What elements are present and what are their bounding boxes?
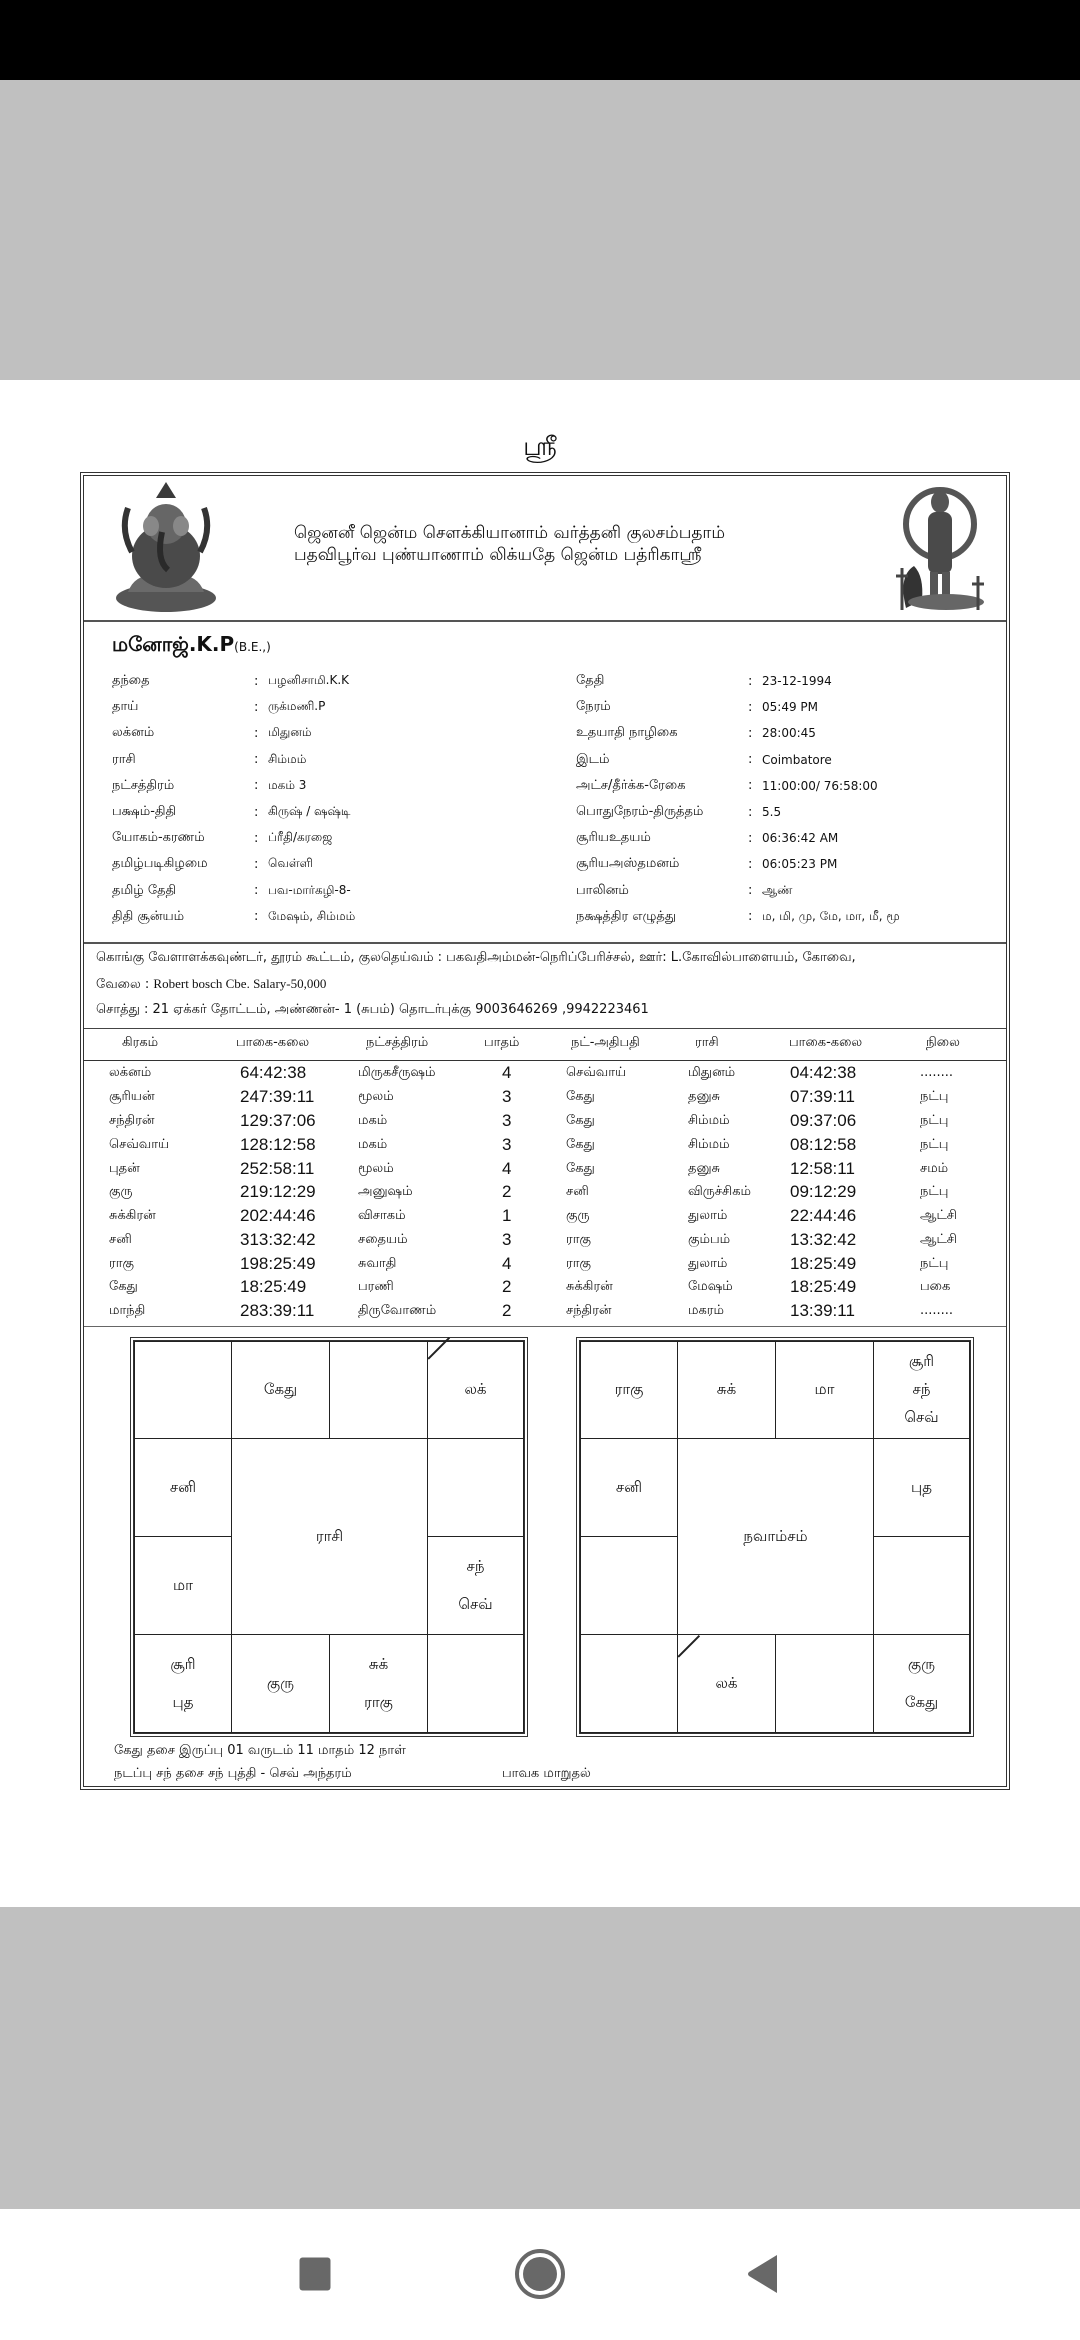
murugan-image-icon <box>888 480 988 614</box>
detail-row <box>112 851 355 877</box>
table-cell: 3 <box>502 1111 512 1130</box>
property-contact-line: சொத்து : 21 ஏக்கர் தோட்டம், அண்ணன்- 1 (சுபம்) தொடர்புக்கு 9003646269 ,9942223461 <box>96 1002 649 1017</box>
detail-row <box>112 878 355 904</box>
chart-cell <box>427 1536 524 1635</box>
table-cell: குரு <box>266 1673 295 1692</box>
table-cell: குரு <box>109 1184 133 1199</box>
table-row <box>84 1184 1006 1208</box>
chart-cell <box>134 1438 232 1537</box>
table-cell: கேது <box>566 1161 595 1176</box>
table-cell: கேது <box>566 1113 595 1128</box>
table-cell: சூரி <box>170 1654 196 1673</box>
table-cell: ராகு <box>566 1232 591 1247</box>
lagna-marker-icon <box>677 1635 699 1657</box>
chart-cell <box>231 1634 330 1733</box>
table-cell: லக் <box>464 1380 487 1398</box>
chart-cell <box>580 1634 678 1733</box>
detail-label: சூரியஅஸ்தமனம் <box>576 856 680 872</box>
status-bar <box>0 0 1080 80</box>
table-cell: ராகு <box>614 1380 644 1398</box>
rasi-chart <box>130 1337 528 1737</box>
detail-row <box>576 904 900 930</box>
detail-label: யோகம்-கரணம் <box>112 830 205 846</box>
table-cell: குரு <box>566 1208 590 1223</box>
separator: : <box>254 804 259 820</box>
table-cell: சுவாதி <box>358 1256 397 1271</box>
table-cell: நட்பு <box>920 1256 949 1271</box>
table-cell: புத <box>172 1692 194 1711</box>
table-row <box>84 1089 1006 1113</box>
detail-value: 28:00:45 <box>762 726 816 741</box>
current-period: நடப்பு சந் தசை சந் புத்தி - செவ் அந்தரம் <box>114 1766 352 1781</box>
planet-table <box>84 1029 1006 1327</box>
table-row <box>84 1137 1006 1161</box>
header-section <box>84 476 1006 622</box>
column-header: பாகை-கலை <box>789 1035 863 1050</box>
horoscope-frame <box>80 472 1010 1790</box>
chart-cell <box>775 1634 874 1733</box>
table-cell: சனி <box>566 1184 589 1199</box>
horoscope-document <box>0 380 1080 1907</box>
chart-cell <box>427 1438 524 1537</box>
detail-value: சிம்மம் <box>268 751 307 766</box>
table-row <box>84 1256 1006 1280</box>
table-cell: 04:42:38 <box>790 1063 857 1082</box>
column-header: நட்-அதிபதி <box>571 1035 640 1050</box>
detail-row <box>576 668 900 694</box>
table-cell: ........ <box>920 1303 954 1318</box>
chart-cell <box>134 1536 232 1635</box>
table-cell: சூரி <box>908 1352 935 1370</box>
back-button[interactable] <box>747 2255 777 2293</box>
table-cell: 2 <box>502 1277 512 1296</box>
detail-label: அட்ச/தீர்க்க-ரேகை <box>576 777 686 793</box>
table-cell: ஆட்சி <box>920 1208 957 1223</box>
table-cell: சந்திரன் <box>109 1113 155 1128</box>
table-cell: 4 <box>502 1063 512 1082</box>
community-section <box>84 944 1006 1029</box>
table-cell: சுக்கிரன் <box>566 1279 613 1294</box>
detail-value: பவ-மார்கழி-8- <box>268 882 351 897</box>
chart-cell-lagna <box>427 1341 524 1439</box>
column-header: நிலை <box>926 1035 960 1050</box>
personal-details-section <box>84 622 1006 944</box>
chart-cell <box>873 1438 970 1537</box>
table-cell: 18:25:49 <box>240 1277 307 1296</box>
separator: : <box>254 856 259 872</box>
table-cell: 18:25:49 <box>790 1254 857 1273</box>
table-cell: மாந்தி <box>109 1303 146 1318</box>
table-cell: மூலம் <box>358 1089 394 1104</box>
details-right-list <box>576 668 900 930</box>
table-cell: 3 <box>502 1230 512 1249</box>
table-cell: புதன் <box>109 1161 140 1176</box>
table-cell: 4 <box>502 1254 512 1273</box>
table-cell: நட்பு <box>920 1113 949 1128</box>
table-cell: மிருகசீருஷம் <box>358 1065 436 1080</box>
table-cell: சந் <box>466 1556 485 1575</box>
detail-value: 05:49 PM <box>762 700 818 715</box>
navigation-bar <box>0 2209 1080 2340</box>
detail-label: நக்ஷத்திர எழுத்து <box>576 908 677 924</box>
table-cell: துலாம் <box>688 1208 728 1223</box>
separator: : <box>748 883 753 899</box>
table-cell: ........ <box>920 1065 954 1080</box>
detail-value: மிதுனம் <box>268 725 312 740</box>
table-cell: நட்பு <box>920 1137 949 1152</box>
detail-value: 5.5 <box>762 805 782 820</box>
detail-value: மகம் 3 <box>268 777 307 792</box>
detail-value: பழனிசாமி.K.K <box>268 673 350 688</box>
details-left-list <box>112 668 355 930</box>
community-line: கொங்கு வேளாளக்கவுண்டர், தூரம் கூட்டம், குலதெய்வம் : பகவதிஅம்மன்-நெரிப்பேரிச்சல், ஊர்: L.கோவில்பாளையம், கோவை, <box>96 950 856 965</box>
table-cell: 283:39:11 <box>240 1301 315 1320</box>
detail-label: நேரம் <box>576 699 611 715</box>
detail-label: பக்ஷம்-திதி <box>112 804 177 820</box>
detail-row <box>576 747 900 773</box>
detail-row <box>112 668 355 694</box>
person-name <box>112 632 271 659</box>
chart-cell <box>677 1341 776 1439</box>
lagna-marker-icon <box>427 1337 449 1359</box>
chart-center-title <box>677 1438 874 1635</box>
detail-row <box>576 773 900 799</box>
table-row <box>84 1113 1006 1137</box>
home-button[interactable] <box>515 2249 565 2299</box>
table-cell: ராகு <box>364 1692 393 1711</box>
separator: : <box>748 699 753 715</box>
table-cell: 2 <box>502 1182 512 1201</box>
table-cell: கேது <box>263 1380 298 1398</box>
table-cell: விசாகம் <box>358 1208 406 1223</box>
table-cell: கேது <box>904 1692 939 1711</box>
detail-label: திதி சூன்யம் <box>112 908 185 924</box>
separator: : <box>748 830 753 846</box>
ganesha-image-icon <box>106 480 226 614</box>
table-cell: 3 <box>502 1087 512 1106</box>
table-cell: கேது <box>566 1089 595 1104</box>
table-row <box>84 1208 1006 1232</box>
detail-row <box>112 747 355 773</box>
detail-value: கிருஷ் / ஷஷ்டி <box>268 804 351 819</box>
table-cell: 07:39:11 <box>790 1087 855 1106</box>
table-cell: புத <box>911 1477 932 1496</box>
home-icon <box>523 2257 557 2291</box>
separator: : <box>254 830 259 846</box>
separator: : <box>254 883 259 899</box>
work-value: Robert bosch Cbe. Salary-50,000 <box>153 976 327 991</box>
table-cell: குரு <box>907 1654 936 1673</box>
detail-value: ருக்மணி.P <box>268 699 326 714</box>
chart-cell <box>873 1536 970 1635</box>
table-cell: 128:12:58 <box>240 1135 316 1154</box>
table-cell: துலாம் <box>688 1256 728 1271</box>
detail-label: தாய் <box>112 699 139 715</box>
detail-row <box>112 694 355 720</box>
column-header: ராசி <box>695 1035 719 1050</box>
chart-cell <box>329 1341 428 1439</box>
table-cell: 13:39:11 <box>790 1301 855 1320</box>
table-cell: 22:44:46 <box>790 1206 857 1225</box>
detail-row <box>576 694 900 720</box>
table-cell: 4 <box>502 1159 512 1178</box>
table-cell: நட்பு <box>920 1184 949 1199</box>
table-cell: பரணி <box>358 1279 394 1294</box>
table-cell: சனி <box>109 1232 132 1247</box>
back-icon <box>748 2255 777 2293</box>
table-cell: 2 <box>502 1301 512 1320</box>
chart-cell-lagna <box>677 1634 776 1733</box>
detail-label: இடம் <box>576 751 610 767</box>
table-cell: லக்னம் <box>109 1065 152 1080</box>
table-cell: திருவோணம் <box>358 1303 437 1318</box>
chart-center-title <box>231 1438 428 1635</box>
separator: : <box>254 909 259 925</box>
table-row <box>84 1161 1006 1185</box>
chart-cell <box>775 1341 874 1439</box>
detail-label: தமிழ்படிகிழமை <box>112 856 208 872</box>
column-header: நட்சத்திரம் <box>366 1035 429 1050</box>
detail-value: Coimbatore <box>762 752 832 767</box>
column-header: கிரகம் <box>122 1035 159 1050</box>
table-cell: சூரியன் <box>109 1089 155 1104</box>
table-cell: 09:12:29 <box>790 1182 857 1201</box>
navamsa-chart <box>576 1337 974 1737</box>
chart-cell <box>231 1341 330 1439</box>
table-cell: சனி <box>169 1477 197 1496</box>
planet-table-header <box>84 1029 1006 1061</box>
separator: : <box>254 673 259 689</box>
person-name-text: மனோஜ்.K.P <box>112 632 235 656</box>
table-cell: 1 <box>502 1206 512 1225</box>
detail-row <box>576 878 900 904</box>
column-header: பாதம் <box>484 1035 520 1050</box>
table-cell: மகம் <box>358 1113 388 1128</box>
sloka-line-1: ஜெனனீ ஜென்ம சௌக்கியானாம் வர்த்தனி குலசம்பதாம் <box>294 523 725 543</box>
detail-value: 06:05:23 PM <box>762 857 838 872</box>
table-cell: செவ்வாய் <box>109 1137 170 1152</box>
table-cell: 12:58:11 <box>790 1159 855 1178</box>
chart-cell <box>427 1634 524 1733</box>
chart-cell <box>134 1634 232 1733</box>
detail-label: தேதி <box>576 673 605 689</box>
table-cell: சந் <box>912 1380 931 1398</box>
table-cell: 09:37:06 <box>790 1111 857 1130</box>
detail-value: 11:00:00/ 76:58:00 <box>762 778 878 793</box>
table-cell: 252:58:11 <box>240 1159 315 1178</box>
table-cell: சுக் <box>716 1380 737 1398</box>
separator: : <box>748 752 753 768</box>
detail-label: நட்சத்திரம் <box>112 777 175 793</box>
detail-row <box>112 720 355 746</box>
chart-cell <box>134 1341 232 1439</box>
detail-row <box>112 799 355 825</box>
table-cell: செவ் <box>904 1408 939 1426</box>
work-line <box>96 976 326 993</box>
table-cell: சந்திரன் <box>566 1303 612 1318</box>
detail-label: உதயாதி நாழிகை <box>576 725 678 741</box>
table-cell: ராகு <box>566 1256 591 1271</box>
table-cell: லக் <box>715 1673 738 1692</box>
detail-value: ஆண் <box>762 882 793 897</box>
detail-label: தந்தை <box>112 673 150 689</box>
table-cell: 202:44:46 <box>240 1206 316 1225</box>
table-cell: அனுஷம் <box>358 1184 413 1199</box>
separator: : <box>748 804 753 820</box>
table-row <box>84 1232 1006 1256</box>
detail-row <box>576 851 900 877</box>
chart-cell <box>873 1634 970 1733</box>
table-cell: தனுசு <box>688 1089 721 1104</box>
sri-symbol: ஸ்ரீ <box>523 432 557 462</box>
table-cell: 18:25:49 <box>790 1277 857 1296</box>
chart-cell <box>580 1438 678 1537</box>
table-cell: மிதுனம் <box>688 1065 736 1080</box>
detail-row <box>576 799 900 825</box>
detail-label: ராசி <box>112 751 136 767</box>
table-cell: 3 <box>502 1135 512 1154</box>
separator: : <box>748 725 753 741</box>
table-row <box>84 1279 1006 1303</box>
separator: : <box>748 909 753 925</box>
table-cell: சமம் <box>920 1161 949 1176</box>
table-cell: விருச்சிகம் <box>688 1184 751 1199</box>
chart-cell <box>873 1341 970 1439</box>
detail-row <box>576 720 900 746</box>
table-cell: மூலம் <box>358 1161 394 1176</box>
detail-row <box>576 825 900 851</box>
detail-value: ப்ரீதி/கரஜை <box>268 830 333 845</box>
table-row <box>84 1303 1006 1327</box>
sloka-text <box>294 522 725 566</box>
table-row <box>84 1065 1006 1089</box>
table-cell: சதையம் <box>358 1232 408 1247</box>
separator: : <box>254 752 259 768</box>
detail-value: மேஷம், சிம்மம் <box>268 908 356 923</box>
table-cell: பகை <box>920 1279 951 1294</box>
recents-button[interactable] <box>300 2258 331 2291</box>
table-cell: கும்பம் <box>688 1232 731 1247</box>
table-cell: நவாம்சம் <box>743 1526 808 1545</box>
table-cell: சிம்மம் <box>688 1113 730 1128</box>
sloka-line-2: பதவிபூர்வ புண்யாணாம் லிக்யதே ஜென்ம பத்ரிகாஸ்ரீ <box>294 545 702 565</box>
chart-cell <box>329 1634 428 1733</box>
separator: : <box>254 778 259 794</box>
separator: : <box>748 673 753 689</box>
detail-row <box>112 773 355 799</box>
detail-label: பொதுநேரம்-திருத்தம் <box>576 804 704 820</box>
table-cell: மேஷம் <box>688 1279 733 1294</box>
detail-value: ம, மி, மு, மே, மா, மீ, மூ <box>762 908 900 923</box>
qualification: (B.E.,) <box>234 640 271 654</box>
table-cell: நட்பு <box>920 1089 949 1104</box>
table-cell: மகம் <box>358 1137 388 1152</box>
table-cell: கேது <box>566 1137 595 1152</box>
separator: : <box>254 725 259 741</box>
chart-cell <box>580 1536 678 1635</box>
table-cell: 13:32:42 <box>790 1230 857 1249</box>
table-cell: ராகு <box>109 1256 134 1271</box>
table-cell: 247:39:11 <box>240 1087 315 1106</box>
chart-cell <box>580 1341 678 1439</box>
table-cell: மகரம் <box>688 1303 724 1318</box>
detail-label: சூரியஉதயம் <box>576 830 651 846</box>
table-cell: 08:12:58 <box>790 1135 857 1154</box>
bhava-change: பாவக மாறுதல் <box>502 1766 591 1781</box>
table-cell: 129:37:06 <box>240 1111 316 1130</box>
detail-row <box>112 904 355 930</box>
detail-label: பாலினம் <box>576 882 629 898</box>
table-cell: தனுசு <box>688 1161 721 1176</box>
viewer-background-bottom <box>0 1907 1080 2209</box>
detail-label: லக்னம் <box>112 725 155 741</box>
column-header: பாகை-கலை <box>236 1035 310 1050</box>
separator: : <box>748 778 753 794</box>
table-cell: 219:12:29 <box>240 1182 316 1201</box>
separator: : <box>254 699 259 715</box>
table-cell: சுக் <box>368 1654 389 1673</box>
detail-value: 23-12-1994 <box>762 674 832 689</box>
separator: : <box>748 856 753 872</box>
table-cell: 313:32:42 <box>240 1230 316 1249</box>
table-cell: 198:25:49 <box>240 1254 316 1273</box>
detail-value: வெள்ளி <box>268 856 313 871</box>
work-label: வேலை : <box>96 977 154 992</box>
detail-value: 06:36:42 AM <box>762 831 839 846</box>
table-cell: 64:42:38 <box>240 1063 307 1082</box>
table-cell: செவ் <box>458 1594 493 1613</box>
table-cell: ராசி <box>315 1526 344 1545</box>
table-cell: மா <box>173 1575 193 1594</box>
table-cell: ஆட்சி <box>920 1232 957 1247</box>
table-cell: கேது <box>109 1279 138 1294</box>
table-cell: செவ்வாய் <box>566 1065 627 1080</box>
detail-label: தமிழ் தேதி <box>112 882 177 898</box>
dasa-balance: கேது தசை இருப்பு 01 வருடம் 11 மாதம் 12 நாள் <box>114 1743 406 1758</box>
table-cell: சனி <box>615 1477 643 1496</box>
table-cell: சிம்மம் <box>688 1137 730 1152</box>
table-cell: சுக்கிரன் <box>109 1208 156 1223</box>
viewer-background-top <box>0 80 1080 380</box>
detail-row <box>112 825 355 851</box>
table-cell: மா <box>814 1380 835 1398</box>
